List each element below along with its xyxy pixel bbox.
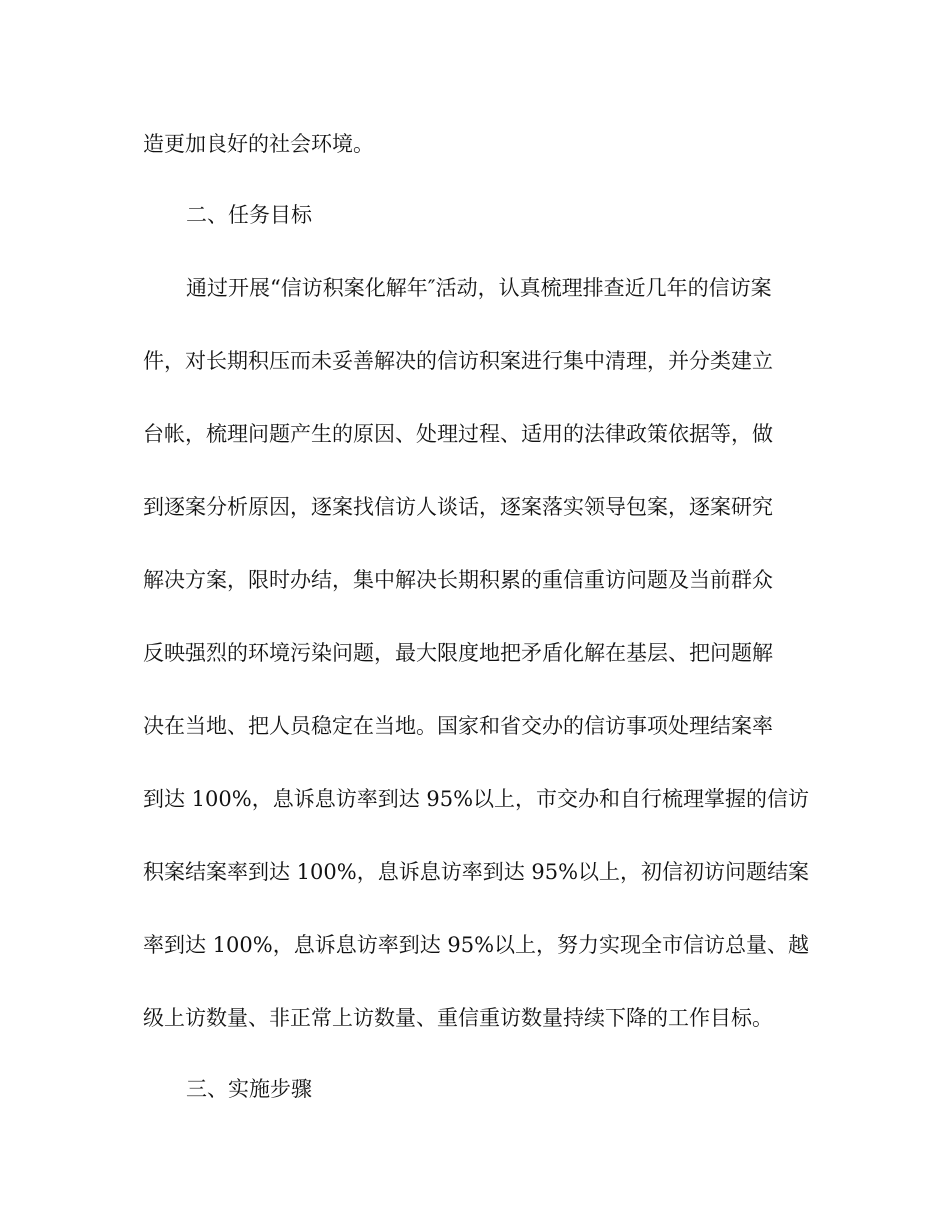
paragraph-line: 率到达 100%，息诉息访率到达 95%以上，努力实现全市信访总量、越 [143,933,810,957]
paragraph-line: 积案结案率到达 100%，息诉息访率到达 95%以上，初信初访问题结案 [143,860,810,884]
paragraph-line: 台帐，梳理问题产生的原因、处理过程、适用的法律政策依据等，做 [143,422,773,446]
paragraph-line: 解决方案，限时办结，集中解决长期积累的重信重访问题及当前群众 [143,568,773,592]
paragraph-line: 到达 100%，息诉息访率到达 95%以上，市交办和自行梳理掌握的信访 [143,787,810,811]
paragraph-line: 到逐案分析原因，逐案找信访人谈话，逐案落实领导包案，逐案研究 [143,495,773,519]
paragraph-line: 通过开展“信访积案化解年″活动，认真梳理排查近几年的信访案 [186,276,772,300]
paragraph-line: 造更加良好的社会环境。 [143,132,374,156]
section-heading: 二、任务目标 [186,203,312,227]
paragraph-line: 决在当地、把人员稳定在当地。国家和省交办的信访事项处理结案率 [143,714,773,738]
paragraph-line: 级上访数量、非正常上访数量、重信重访数量持续下降的工作目标。 [143,1006,773,1030]
paragraph-line: 反映强烈的环境污染问题，最大限度地把矛盾化解在基层、把问题解 [143,641,773,665]
section-heading: 三、实施步骤 [186,1077,312,1101]
paragraph-line: 件，对长期积压而未妥善解决的信访积案进行集中清理，并分类建立 [143,349,773,373]
